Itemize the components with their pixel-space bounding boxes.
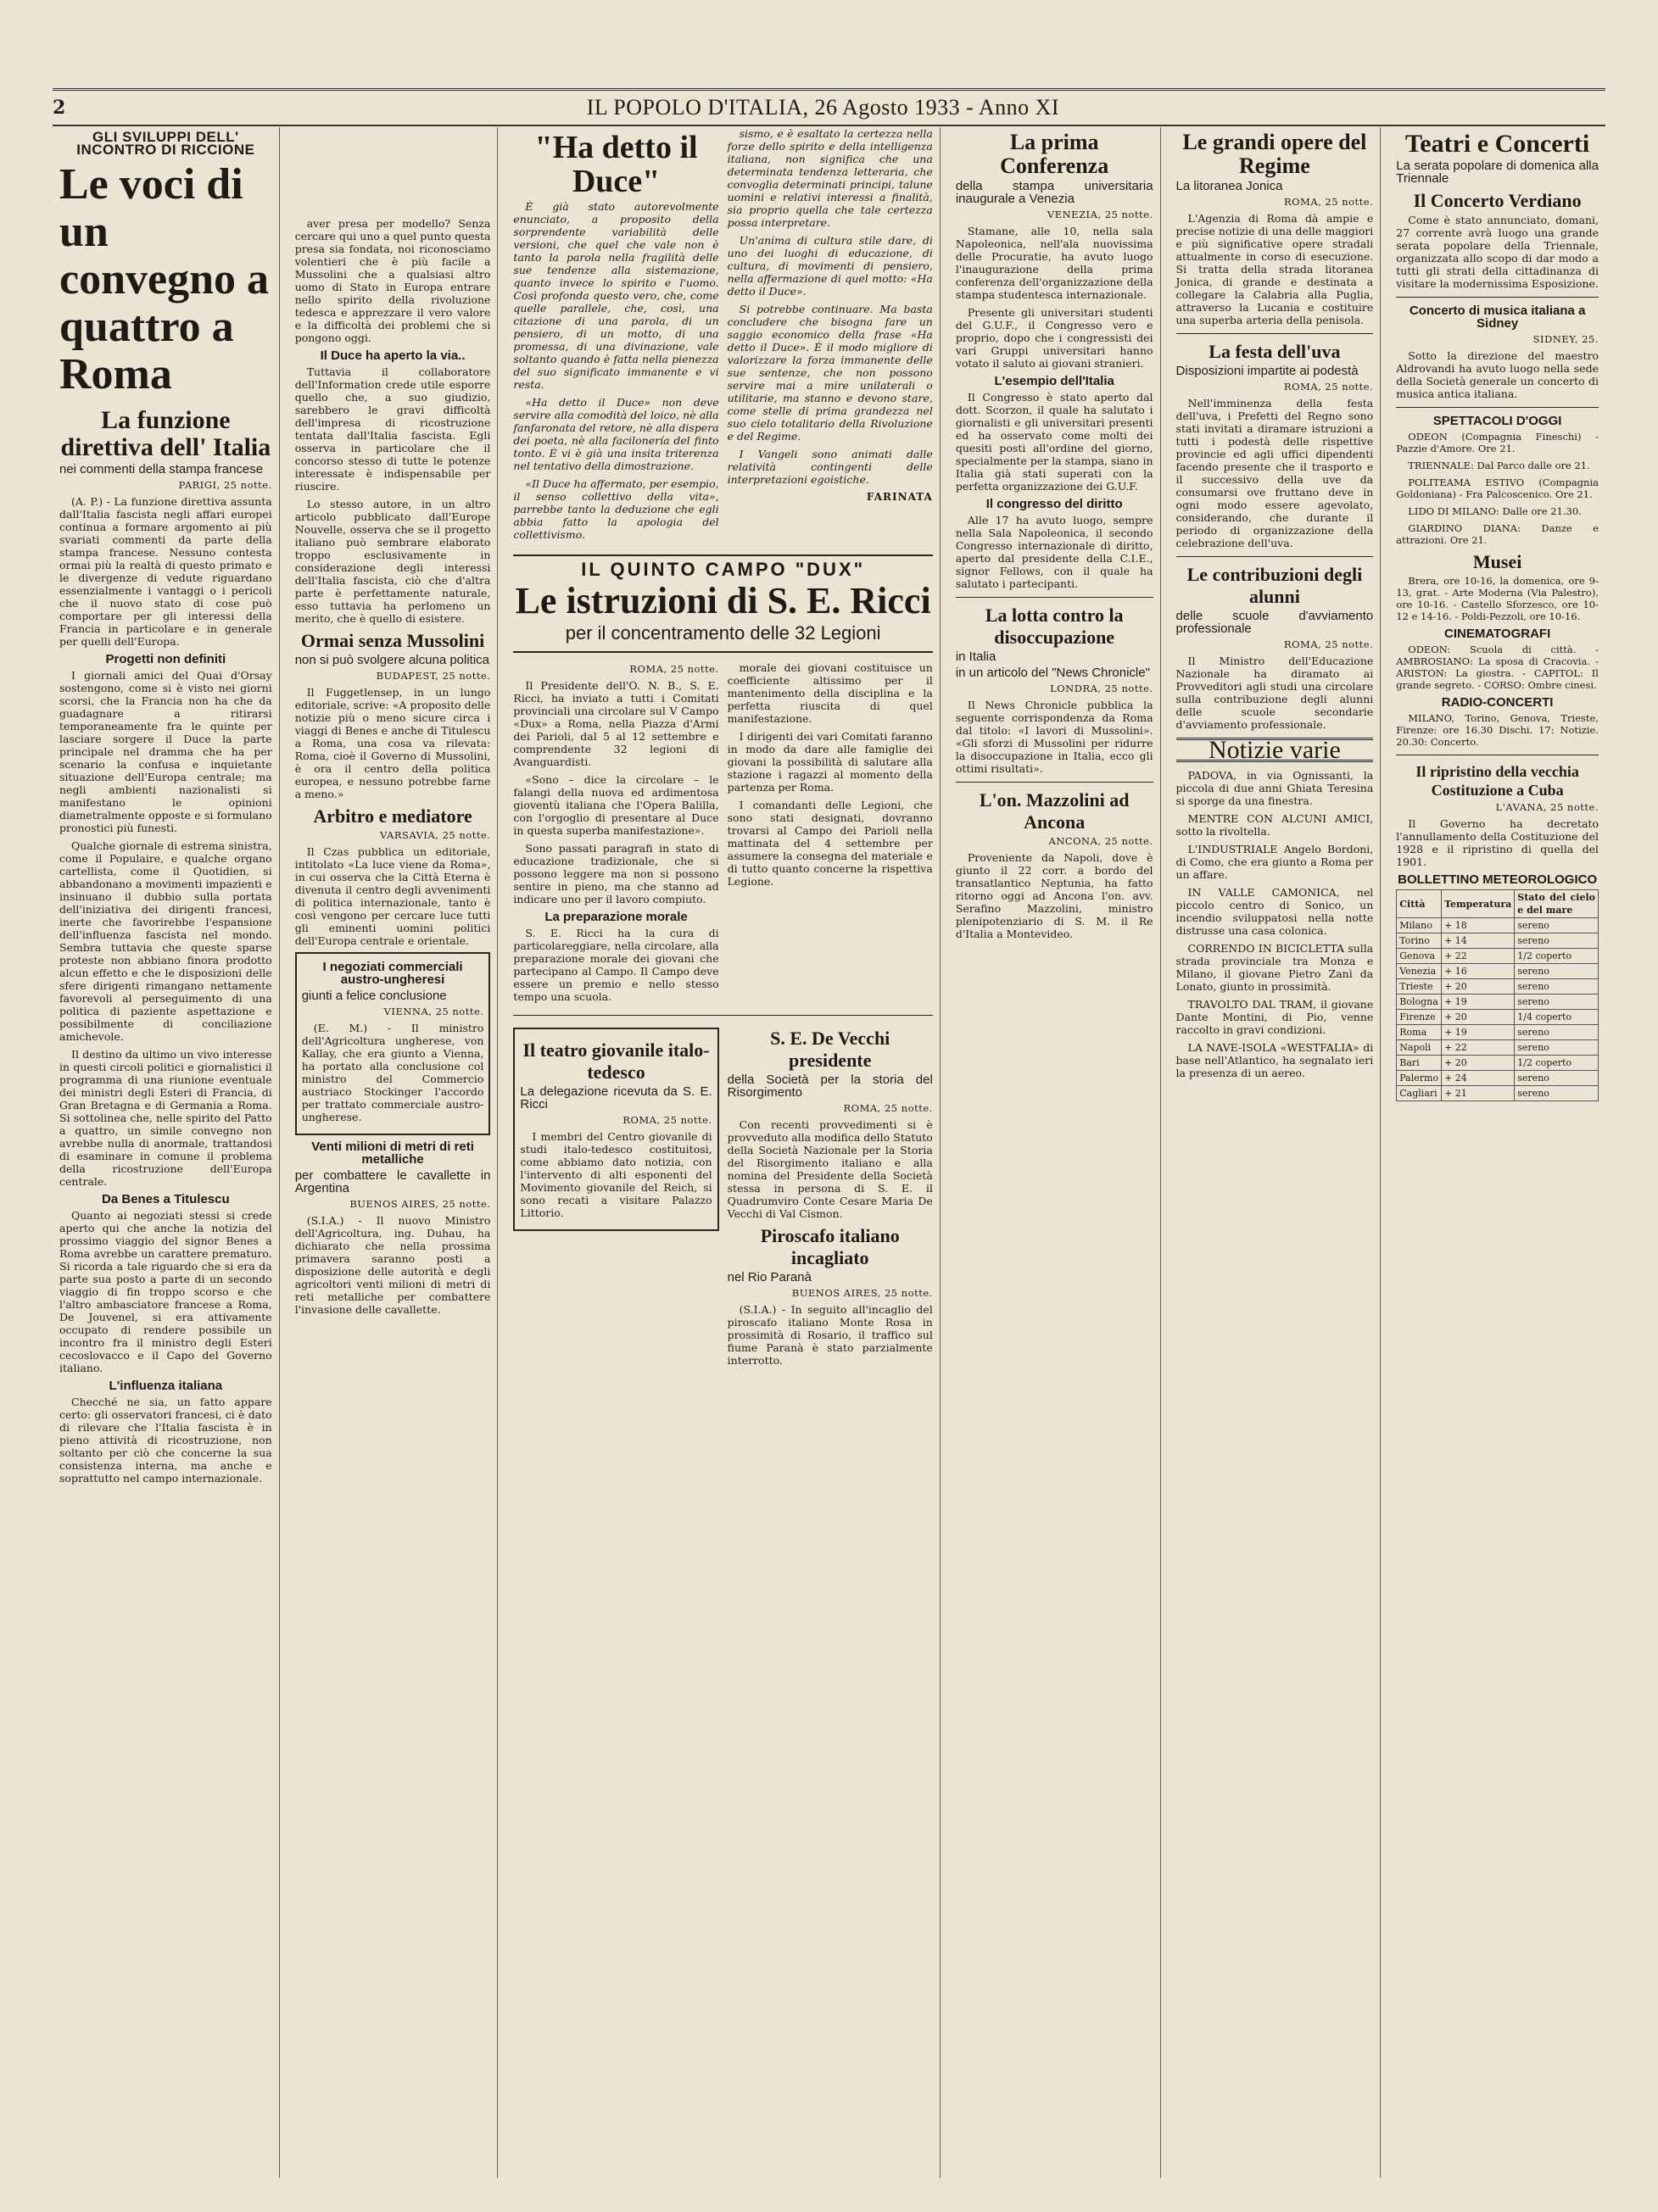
paragraph: Presente gli universitari studenti del G.U.F., il Congresso vero e proprio, dopo che i congressisti dei vari Gruppi universitari hanno votato il saluto ai giovani stranieri. [955, 306, 1153, 370]
editorial-left [513, 127, 718, 546]
article-subheadline: in Italia [955, 649, 996, 664]
table-cell: + 19 [1442, 1025, 1515, 1040]
paragraph: I dirigenti dei vari Comitati faranno in modo da dare alle famiglie dei giovani la possibilità di salutare alla stazione i ragazzi al momento della partenza per Roma. [727, 730, 933, 794]
table-cell: Palermo [1397, 1071, 1442, 1086]
news-item: IN VALLE CAMONICA, nel piccolo centro di Sonico, un incendio sviluppatosi nella notte distrusse una casa colonica. [1175, 886, 1374, 937]
table-cell: Torino [1397, 933, 1442, 949]
table-row [1397, 1071, 1599, 1086]
dateline: L'AVANA, 25 notte. [1495, 801, 1599, 813]
table-row [1397, 1056, 1599, 1071]
weather-table [1396, 889, 1599, 1101]
news-item: MENTRE CON ALCUNI AMICI, sotto la rivoltella. [1175, 812, 1374, 838]
table-cell: + 20 [1442, 1010, 1515, 1025]
table-row [1397, 964, 1599, 979]
article-headline: La prima Conferenza [1000, 130, 1109, 178]
table-cell: Firenze [1397, 1010, 1442, 1025]
paragraph: S. E. Ricci ha la cura di particolareggiare, nella circolare, alla preparazione morale dei giovani che partecipano al Campo. Il Campo deve essere un premio e nello stesso tempo una scuola. [513, 927, 719, 1003]
table-cell: 1/2 coperto [1515, 1056, 1599, 1071]
table-cell: + 20 [1442, 979, 1515, 995]
section-heading: Il congresso del diritto [985, 497, 1123, 511]
article-headline: La lotta contro la disoccupazione [985, 605, 1124, 648]
paragraph: aver presa per modello? Senza cercare qui uno a quel punto questa presa sia fondata, noi riconosciamo volentieri che è più facile a Mussolini che a qualsiasi altro uomo di Stato in Europa entrare nello spirito della rivoluzione tedesca e apprezzare il vero valore e la difficoltà dei problemi che si pongono oggi. [294, 217, 491, 344]
masthead-title: IL POPOLO D'ITALIA, 26 Agosto 1933 - Anno XI [586, 95, 1060, 120]
table-cell: Napoli [1397, 1040, 1442, 1056]
paragraph: Qualche giornale di estrema sinistra, come il Populaire, e qualche organo cartellista, come il Quotidien, si abbandonano a movimenti impazienti e insinuano il dubbio sulla portata dell'iniziativa dei dirigenti francesi, inerte che favorirebbe l'espansione dell'influenza fascista nel mondo. Sembra tuttavia che queste sparse proteste non abbiano finora prodotto alcun effetto e che le disposizioni delle sfere dirigenti rimangano nettamente favorevoli al perseguimento di una politica di paziente aspettazione e possibilmente di conciliazione amichevole. [59, 839, 272, 1043]
table-cell: sereno [1515, 1086, 1599, 1101]
article-subheadline: giunti a felice conclusione [301, 989, 447, 1003]
paragraph: Il Presidente dell'O. N. B., S. E. Ricci, ha inviato a tutti i Comitati provinciali una circolare sul V Campo «Dux» a Roma, nella Piazza d'Armi dei Parioli, dal 5 al 12 settembre e comprendente 32 legioni di Avanguardisti. [513, 679, 719, 768]
editorial-headline: "Ha detto il Duce" [534, 130, 698, 199]
paragraph: L'Agenzia di Roma dà ampie e precise notizie di una delle maggiori e più significative opere stradali attualmente in corso di esecuzione. Si tratta della strada litoranea Jonica, di grande e destinata a collegare la Calabria alla Puglia, attraverso la Lucania e costituire una superba arteria della penisola. [1175, 212, 1374, 326]
table-cell: sereno [1515, 918, 1599, 933]
section-heading: Progetti non definiti [105, 652, 226, 666]
section-heading: L'esempio dell'Italia [994, 374, 1114, 388]
paragraph: Proveniente da Napoli, dove è giunto il 22 corr. a bordo del transatlantico Neptunia, ha fatto ritorno oggi ad Ancona l'on. avv. Serafino Mazzolini, ministro plenipotenziario di S. M. il Re d'Italia a Montevideo. [955, 851, 1153, 940]
editorial-block [513, 127, 932, 546]
article-subheadline: non si può svolgere alcuna politica [294, 653, 490, 667]
listing-item: GIARDINO DIANA: Danze e attrazioni. Ore 21. [1396, 522, 1599, 546]
column-1 [53, 127, 280, 2178]
table-header: Temperatura [1442, 890, 1515, 918]
table-row [1397, 1025, 1599, 1040]
paragraph: I comandanti delle Legioni, che sono stati designati, dovranno trovarsi al Campo dei Parioli nella mattinata del 4 settembre per assumere la consegna del materiale e di tutto quanto concerne la rispettiva Legione. [727, 799, 933, 888]
table-cell: 1/2 coperto [1515, 949, 1599, 964]
table-cell: sereno [1515, 1071, 1599, 1086]
article-headline: I negoziati commerciali austro-ungheresi [322, 960, 463, 987]
article-headline: L'on. Mazzolini ad Ancona [979, 789, 1130, 833]
table-row [1397, 979, 1599, 995]
dateline: VARSAVIA, 25 notte. [380, 829, 491, 841]
table-cell: Bologna [1397, 995, 1442, 1010]
page-number: 2 [53, 97, 66, 119]
lower-right [728, 1022, 933, 1372]
column-6 [1389, 127, 1605, 2178]
main-headline: Le voci di un convegno a quattro a Roma [59, 160, 269, 398]
listing-item: TRIENNALE: Dal Parco dalle ore 21. [1408, 460, 1590, 471]
article-headline: Le grandi opere del Regime [1182, 130, 1367, 178]
dateline: SIDNEY, 25. [1532, 333, 1599, 345]
paragraph: morale dei giovani costituisce un coefficiente altissimo per il mantenimento della disciplina e la perfetta riuscita di quel manifestazione. [727, 661, 933, 725]
listing-item: ODEON (Compagnia Fineschi) - Pazzie d'Amore. Ore 21. [1396, 431, 1599, 454]
article-subheadline: della Società per la storia del Risorgimento [727, 1073, 933, 1100]
section-heading: RADIO-CONCERTI [1441, 695, 1554, 710]
article-headline: Arbitro e mediatore [313, 805, 472, 827]
paragraph: ODEON: Scuola di città. - AMBROSIANO: La sposa di Cracovia. - ARISTON: La giostra. - CAPITOL: Il grande segreto. - CORSO: Ombre cinesi. [1396, 644, 1599, 691]
paragraph: È già stato autorevolmente enunciato, a proposito della sorprendente variabilità delle versioni, che quel che vale non è tanto la parola nella fragilità delle sue tendenze alla sistemazione, quanto invece lo spirito e l'uomo. Così profonda questo vero, che, come quelle parallele, che, così, una citazione di una parola, di un pensiero, di un motto, di una promessa, di una divinazione, vale soltanto quando è fatta nella pienezza del suo significato immanente e vi resta. [513, 200, 719, 391]
editorial-right [728, 127, 933, 546]
article-headline: Venti milioni di metri di reti metalliche [311, 1139, 474, 1167]
paragraph: Il News Chronicle pubblica la seguente corrispondenza da Roma dal titolo: «I lavori di Mussolini». «Gli sforzi di Mussolini per ridurre la disoccupazione in Italia, ecco gli ottimi risultati». [955, 699, 1153, 775]
table-header: Stato del cielo e del mare [1515, 890, 1599, 918]
dateline: BUENOS AIRES, 25 notte. [349, 1198, 491, 1210]
article-headline: S. E. De Vecchi presidente [770, 1028, 890, 1071]
article-headline: La funzione direttiva dell' Italia [60, 406, 271, 461]
spanner-body-left [513, 661, 718, 1008]
columns [53, 127, 1605, 2178]
section-heading: SPETTACOLI D'OGGI [1432, 414, 1562, 428]
paragraph: (S.I.A.) - In seguito all'incaglio del piroscafo italiano Monte Rosa in prossimità di Rosario, il traffico sul fiume Paranà è stato parzialmente interrotto. [727, 1303, 933, 1367]
dateline: LONDRA, 25 notte. [1050, 683, 1153, 694]
spanner-body [513, 661, 932, 1008]
column-5 [1170, 127, 1382, 2178]
table-row [1397, 918, 1599, 933]
table-cell: + 22 [1442, 949, 1515, 964]
dateline: VENEZIA, 25 notte. [1047, 209, 1153, 220]
news-item: CORRENDO IN BICICLETTA sulla strada provinciale tra Monza e Milano, il giovane Pietro Zanì da Lonato, giunto in prossimità. [1175, 942, 1374, 993]
dateline: ROMA, 25 notte. [1283, 638, 1374, 650]
paragraph: (E. M.) - Il ministro dell'Agricoltura ungherese, von Kallay, che era giunto a Vienna, ha portato alla conclusione col ministro del Commercio austriaco Stockinger l'accordo per trattato commerciale austro-ungherese. [301, 1022, 484, 1123]
paragraph: Come è stato annunciato, domani, 27 corrente avrà luogo una grande serata popolare della Triennale, organizzata allo scopo di dar modo a tutti gli strati della cittadinanza di visitare la modernissima Esposizione. [1396, 214, 1599, 290]
paragraph: Brera, ore 10-16, la domenica, ore 9-13, grat. - Arte Moderna (Via Palestro), ore 10-16. - Castello Sforzesco, ore 10-12 e 14-16. - Poldi-Pezzoli, ore 10-16. [1396, 575, 1599, 622]
masthead [53, 88, 1605, 126]
article-subheadline: La delegazione ricevuta da S. E. Ricci [520, 1084, 712, 1112]
paragraph: Il destino da ultimo un vivo interesse in questi circoli politici e giornalistici il programma di una riunione eventuale dei ministri degli Esteri di Francia, di Gran Bretagna e di Germania a Roma. Si sottolinea che, nelle spirito del Patto a quattro, un simile convegno non avrebbe nulla di anormale, trattandosi di esaminare in comune il problema della ricostruzione dell'Europa centrale. [59, 1048, 272, 1188]
table-cell: + 21 [1442, 1086, 1515, 1101]
dateline: ROMA, 25 notte. [843, 1102, 933, 1114]
section-headline: Teatri e Concerti [1405, 130, 1590, 158]
table-row [1397, 933, 1599, 949]
section-heading: L'influenza italiana [109, 1379, 223, 1393]
paragraph: Tuttavia il collaboratore dell'Information crede utile esporre quello che, a suo giudizio, sarebbero le gravi difficoltà dell'impresa di ricostruzione tentata dall'Italia fascista. Egli osserva in particolare che il concorso stesso di tutte le potenze interessate è indispensabile per riuscire. [294, 365, 491, 493]
news-item: LA NAVE-ISOLA «WESTFALIA» di base nell'Atlantico, ha segnalato ieri la presenza di un aereo. [1175, 1041, 1374, 1079]
paragraph: «Sono – dice la circolare – le falangi della nuova ed ardimentosa gioventù italiana che l'Opera Balilla, con l'orgoglio di presentare al Duce in questa superba manifestazione». [513, 773, 719, 837]
article-headline: Piroscafo italiano incagliato [760, 1225, 900, 1268]
table-cell: + 16 [1442, 964, 1515, 979]
paragraph: Lo stesso autore, in un altro articolo pubblicato dall'Europe Nouvelle, osserva che se il progetto italiano può sembrare elaborato troppo esclusivamente in considerazione degli interessi dell'Italia fascista, ciò che d'altra parte è perfettamente naturale, esso tuttavia ha perlomeno un merito, che è quello di esistere. [294, 498, 491, 625]
paragraph: MILANO, Torino, Genova, Trieste, Firenze: ore 16.30 Dischi. 17: Notizie. 20.30: Concerto. [1396, 712, 1599, 748]
table-cell: sereno [1515, 995, 1599, 1010]
table-cell: Genova [1397, 949, 1442, 964]
paragraph: Checché ne sia, un fatto appare certo: gli osservatori francesi, ci è dato di rilevare che l'Italia fascista è in pieno attività di ricostruzione, non soltanto per ciò che concerne la sua consistenza interna, ma anche e soprattutto nel campo internazionale. [59, 1396, 272, 1485]
section-heading: La preparazione morale [544, 910, 688, 924]
paragraph: Alle 17 ha avuto luogo, sempre nella Sala Napoleonica, il secondo Congresso internazionale di diritto, aperto dal presidente della C.I.E., signor Fellows, con il quale ha salutato i partecipanti. [955, 514, 1153, 590]
article-headline: Il Concerto Verdiano [1413, 190, 1582, 211]
table-cell: + 22 [1442, 1040, 1515, 1056]
listing-item: LIDO DI MILANO: Dalle ore 21.30. [1408, 505, 1582, 517]
column-4 [949, 127, 1161, 2178]
table-cell: sereno [1515, 933, 1599, 949]
table-cell: 1/4 coperto [1515, 1010, 1599, 1025]
byline: FARINATA [866, 491, 933, 503]
table-header: Città [1397, 890, 1442, 918]
table-cell: sereno [1515, 964, 1599, 979]
news-item: L'INDUSTRIALE Angelo Bordoni, di Como, che era giunto a Roma per un affare. [1175, 843, 1374, 881]
paragraph: Nell'imminenza della festa dell'uva, i Prefetti del Regno sono stati invitati a diramare istruzioni a tutti i podestà delle rispettive provincie ed agli uffici dipendenti facendo presente che il trasporto e il successivo della uve da consumarsi ove fruttano deve in ogni modo essere agevolato, considerando, che durante il periodo di organizzazione della celebrazione dell'uva. [1175, 397, 1374, 549]
article-subheadline: in un articolo del "News Chronicle" [955, 666, 1150, 680]
paragraph: I membri del Centro giovanile di studi italo-tedesco costituitosi, come abbiamo dato notizia, con l'intervento di alti esponenti del Movimento giovanile del Reich, si sono recati a visitare Palazzo Littorio. [520, 1130, 712, 1219]
section-banner: Notizie varie [1176, 738, 1374, 762]
section-heading: Il Duce ha aperto la via.. [320, 348, 466, 363]
listing-item: POLITEAMA ESTIVO (Compagnia Goldoniana) - Fra Palcoscenico. Ore 21. [1396, 476, 1599, 500]
article-subheadline: nei commenti della stampa francese [59, 462, 264, 476]
column-3-group [506, 127, 940, 2178]
news-item: TRAVOLTO DAL TRAM, il giovane Dante Montini, di Pio, venne raccolto in gravi condizioni. [1175, 998, 1374, 1036]
paragraph: Stamane, alle 10, nella sala Napoleonica, nell'ala nuovissima delle Procuratie, ha avuto luogo l'inaugurazione della prima conferenza dell'organizzazione della stampa studentesca internazionale. [955, 225, 1153, 301]
table-cell: Roma [1397, 1025, 1442, 1040]
table-cell: Cagliari [1397, 1086, 1442, 1101]
table-row [1397, 1040, 1599, 1056]
paragraph: Sono passati paragrafi in stato di educazione tradizionale, che si possono leggere ma non si possono sentire in pieno, ma che stanno ad indicare uno per il lavoro compiuto. [513, 842, 719, 905]
paragraph: Il Congresso è stato aperto dal dott. Scorzon, il quale ha salutato i giornalisti e gli universitari presenti ed ha osservato come molti dei quesiti posti all'ordine del giorno, specialmente per la stampa, siano in Italia già stati superati con la perfetta organizzazione dei G.U.F. [955, 391, 1153, 493]
section-heading: BOLLETTINO METEOROLOGICO [1398, 872, 1598, 887]
section-heading: CINEMATOGRAFI [1443, 627, 1551, 641]
article-headline: La festa dell'uva [1209, 341, 1341, 362]
table-cell: sereno [1515, 979, 1599, 995]
paragraph: sismo, e è esaltato la certezza nella forze dello spirito e della intelligenza italiana, non significa che una determinata tendenza letteraria, che convoglia determinati principi, talune uomini e relativi interessi a finalità, sia proprio quella che tale certezza possa interpretare. [727, 127, 933, 229]
table-cell: Venezia [1397, 964, 1442, 979]
article-headline: Il teatro giovanile italo-tedesco [522, 1039, 710, 1083]
paragraph: (A. P.) - La funzione direttiva assunta dall'Italia fascista negli affari europei continua a formare argomento ai più svariati commenti da parte della stampa francese. Nessuno contesta ormai più la realtà di questo primato e le divergenze di vedute riguardano essenzialmente i vantaggi o i pericoli che il nuovo stato di cose può comportare per gli interessi della Francia in particolare e in generale per quelli dell'Europa. [59, 495, 272, 648]
table-cell: Bari [1397, 1056, 1442, 1071]
article-subheadline: nel Rio Paranà [727, 1270, 812, 1284]
article-headline: Concerto di musica italiana a Sidney [1409, 304, 1586, 331]
section-heading: Musei [1472, 551, 1522, 572]
dateline: BUDAPEST, 25 notte. [376, 670, 491, 682]
table-cell: + 14 [1442, 933, 1515, 949]
table-cell: Trieste [1397, 979, 1442, 995]
dateline: ANCONA, 25 notte. [1048, 835, 1153, 847]
spanner-body-right [728, 661, 933, 1008]
boxed-article [295, 952, 491, 1135]
paragraph: Il Ministro dell'Educazione Nazionale ha diramato ai Provveditori agli studi una circolare sulla contribuzione degli alunni delle scuole secondarie d'avviamento professionale. [1175, 655, 1374, 731]
paragraph: Il Governo ha decretato l'annullamento della Costituzione del 1928 e il ripristino di quella del 1901. [1396, 817, 1599, 868]
kicker: IL QUINTO CAMPO "DUX" [581, 559, 866, 580]
article-subheadline: della stampa universitaria inaugurale a Venezia [955, 179, 1153, 206]
article-headline: Le istruzioni di S. E. Ricci [515, 580, 931, 621]
dateline: ROMA, 25 notte. [1283, 381, 1374, 393]
article-headline: Ormai senza Mussolini [300, 630, 485, 651]
paragraph: (S.I.A.) - Il nuovo Ministro dell'Agricoltura, ing. Duhau, ha dichiarato che nella prossima primavera saranno posti a disposizione delle autorità e degli agricoltori venti milioni di metri di reti metalliche per combattere l'invasione delle cavallette. [294, 1214, 491, 1316]
lower-left [513, 1022, 718, 1372]
boxed-article [513, 1028, 718, 1231]
column-2 [288, 127, 499, 2178]
dateline: BUENOS AIRES, 25 notte. [791, 1287, 933, 1299]
section-heading: Da Benes a Titulescu [102, 1192, 230, 1206]
news-item: PADOVA, in via Ognissanti, la piccola di due anni Ghiata Teresina si sporge da una finestra. [1175, 769, 1374, 807]
paragraph: Un'anima di cultura stile dare, di uno dei luoghi di educazione, di cultura, di movimenti di pensiero, nella affermazione di quel motto: «Ha detto il Duce». [727, 234, 933, 298]
paragraph: Si potrebbe continuare. Ma basta concludere che bisogna fare un saggio economico della frase «Ha detto il Duce». È il modo migliore di valorizzare la forza immanente delle sue sentenze, che non possono servire mai a mire unilaterali o utilitarie, ma stanno e devono stare, come stelle di prima grandezza nel suo cielo totalitario della Rivoluzione e del Regime. [727, 303, 933, 443]
table-cell: sereno [1515, 1025, 1599, 1040]
dateline: VIENNA, 25 notte. [383, 1006, 484, 1017]
paragraph: Il Fuggetlensep, in un lungo editoriale, scrive: «A proposito delle notizie più o meno sicure circa i viaggi di Benes e anche di Titulescu a Roma, una cosa va rilevata: Roma, cioè il Governo di Mussolini, è ora il centro della politica europea, e nessuno potrebbe farne a meno.» [294, 686, 491, 800]
article-subheadline: per combattere le cavallette in Argentina [294, 1168, 491, 1195]
table-cell: + 20 [1442, 1056, 1515, 1071]
paragraph: Il Czas pubblica un editoriale, intitolato «La luce viene da Roma», in cui osserva che la Città Eterna è divenuta il centro degli avvenimenti di politica internazionale, tanto è così vengono per cercare luce tutti gli eminenti uomini politici dell'Europa centrale e orientale. [294, 845, 491, 947]
spanner-article [513, 559, 932, 653]
paragraph: I Vangeli sono animati dalle relatività contingenti delle interpretazioni egoistiche. [727, 448, 933, 486]
article-subheadline: La litoranea Jonica [1175, 179, 1283, 193]
paragraph: Sotto la direzione del maestro Aldrovandi ha avuto luogo nella sede della Società generale un concerto di musica antica italiana. [1396, 349, 1599, 400]
listing [1396, 431, 1599, 546]
table-row [1397, 995, 1599, 1010]
dateline: ROMA, 25 notte. [1283, 196, 1374, 208]
dateline: ROMA, 25 notte. [629, 663, 719, 675]
dateline: PARIGI, 25 notte. [178, 479, 272, 491]
kicker: GLI SVILUPPI DELL' INCONTRO DI RICCIONE [76, 129, 255, 158]
table-cell: sereno [1515, 1040, 1599, 1056]
article-subheadline: Disposizioni impartite ai podestà [1175, 364, 1359, 378]
paragraph: Quanto ai negoziati stessi si crede aperto qui che anche la notizia del prossimo viaggio del signor Benes a Roma avrebbe un carattere prematuro. Si ricorda a tale riguardo che si era da parte sua posto a parte di un secondo viaggio di fin troppo scorso e che l'altro ambasciatore francese a Roma, De Jouvenel, si era attivamente occupato di rendere possibile un incontro fra il ministro degli Esteri cecoslovacco e il Capo del Governo italiano. [59, 1209, 272, 1374]
article-headline: Il ripristino della vecchia Costituzione a Cuba [1415, 763, 1579, 799]
article-headline: Le contribuzioni degli alunni [1186, 564, 1363, 607]
paragraph: «Ha detto il Duce» non deve servire alla comodità del loico, nè alla fanfaronata del retore, nè alla dispera dei poeta, nè alla facilonería del finto tonto. È vi è già una insita triterenza nel tentativo della dimostrazione. [513, 396, 719, 472]
table-cell: + 18 [1442, 918, 1515, 933]
table-cell: Milano [1397, 918, 1442, 933]
table-row [1397, 1010, 1599, 1025]
table-row [1397, 1086, 1599, 1101]
lower-block [513, 1022, 932, 1372]
table-cell: + 19 [1442, 995, 1515, 1010]
table-cell: + 24 [1442, 1071, 1515, 1086]
article-subheadline: La serata popolare di domenica alla Triennale [1396, 159, 1599, 186]
paragraph: I giornali amici del Quai d'Orsay sostengono, come si è visto nei giorni scorsi, che la Francia non ha che da guadagnare a ritirarsi temporaneamente fra le quinte per lasciare sorgere il Duce la parte principale nel dramma che ha per scenario la confusa e inquietante situazione dell'Europa centrale; ma negli ambienti nazionalisti si manifestano le opinioni diametralmente opposte e si formulano pronostici più funesti. [59, 669, 272, 834]
paragraph: Con recenti provvedimenti si è provveduto alla modifica dello Statuto della Società Nazionale per la Storia del Risorgimento italiano e alla nomina del Presidente della Società stessa in persona di S. E. il Quadrumviro Conte Cesare Maria De Vecchi di Val Cismon. [727, 1118, 933, 1220]
paragraph: «Il Duce ha affermato, per esempio, il senso collettivo della vita», parrebbe tanto la deduzione che egli abbia fatto la apologia del collettivismo. [513, 477, 719, 541]
dateline: ROMA, 25 notte. [622, 1114, 712, 1126]
article-subheadline: per il concentramento delle 32 Legioni [565, 622, 881, 644]
table-row [1397, 949, 1599, 964]
article-subheadline: delle scuole d'avviamento professionale [1175, 609, 1374, 636]
